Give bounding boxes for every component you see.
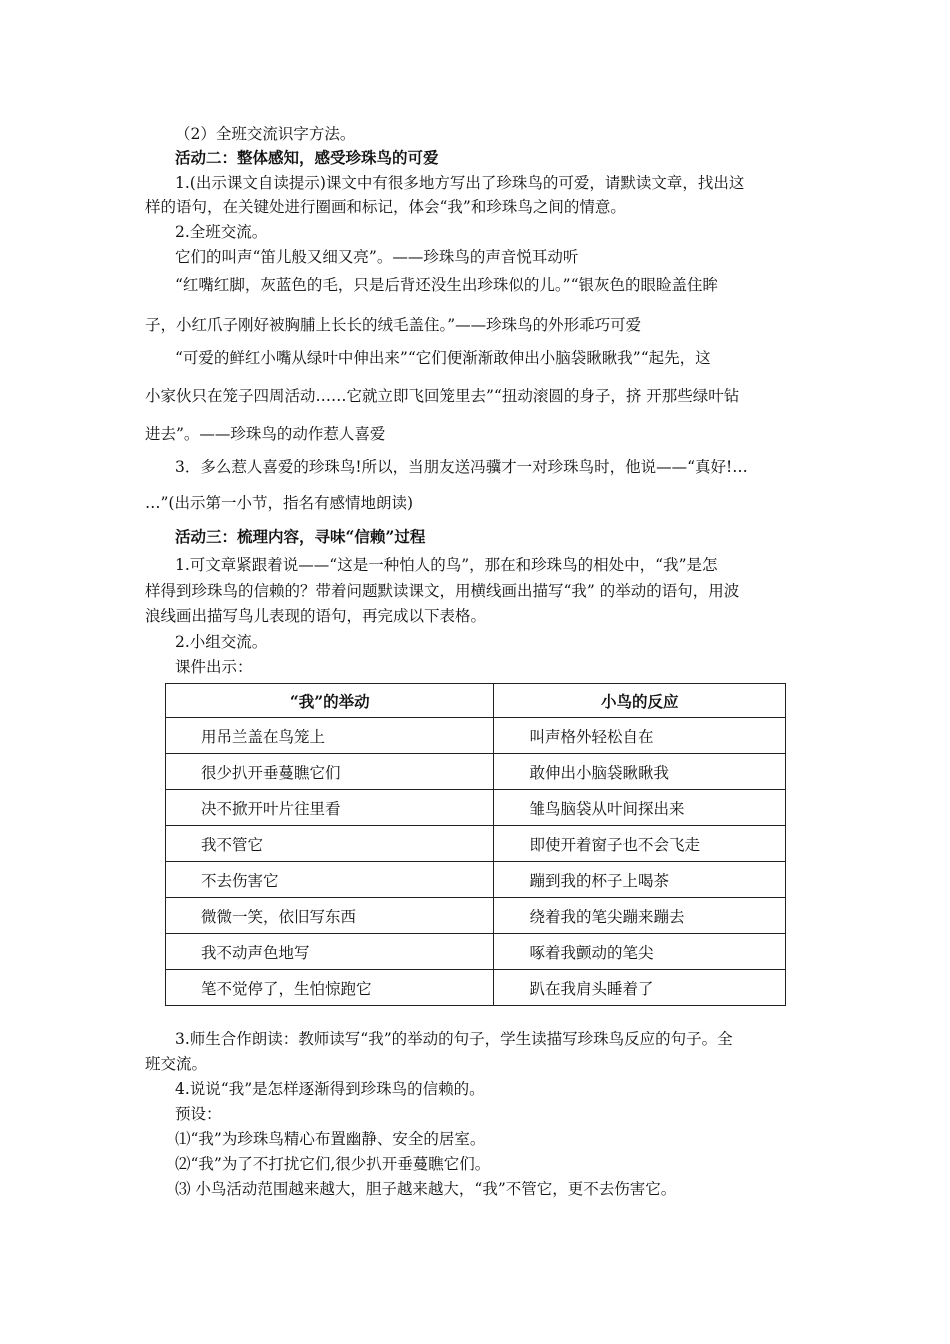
table-header-cell: “我”的举动 (166, 684, 494, 718)
paragraph-line: 4.说说“我”是怎样逐渐得到珍珠鸟的信赖的。 (175, 1080, 485, 1098)
table-row (166, 934, 786, 970)
table-cell: 很少扒开垂蔓瞧它们 (166, 754, 494, 790)
paragraph-line: 3.师生合作朗读：教师读写“我”的举动的句子，学生读描写珍珠鸟反应的句子。全 (175, 1030, 733, 1048)
paragraph-line: “可爱的鲜红小嘴从绿叶中伸出来”“它们便渐渐敢伸出小脑袋瞅瞅我”“起先，这 (175, 349, 711, 367)
paragraph-line: 2.全班交流。 (175, 223, 268, 241)
paragraph-line: 小家伙只在笼子四周活动……它就立即飞回笼里去”“扭动滚圆的身子，挤 开那些绿叶钻 (145, 387, 740, 405)
paragraph-line: 1.(出示课文自读提示)课文中有很多地方写出了珍珠鸟的可爱，请默读文章，找出这 (175, 174, 745, 192)
paragraph-line: 子，小红爪子刚好被胸脯上长长的绒毛盖住。”——珍珠鸟的外形乖巧可爱 (145, 316, 642, 334)
paragraph-line: ⑶ 小鸟活动范围越来越大，胆子越来越大，“我”不管它，更不去伤害它。 (175, 1180, 677, 1198)
table-cell: 趴在我肩头睡着了 (494, 970, 786, 1006)
table-row (166, 970, 786, 1006)
paragraph-line: 课件出示： (175, 658, 253, 676)
table-header-row (166, 684, 786, 718)
table-cell: 即使开着窗子也不会飞走 (494, 826, 786, 862)
table-cell: 敢伸出小脑袋瞅瞅我 (494, 754, 786, 790)
table-header-cell: 小鸟的反应 (494, 684, 786, 718)
table-cell: 蹦到我的杯子上喝茶 (494, 862, 786, 898)
table-cell: 我不动声色地写 (166, 934, 494, 970)
table-row (166, 862, 786, 898)
paragraph-line: 样得到珍珠鸟的信赖的？带着问题默读课文，用横线画出描写“我” 的举动的语句，用波 (145, 582, 740, 600)
paragraph-line: ⑴“我”为珍珠鸟精心布置幽静、安全的居室。 (175, 1130, 486, 1148)
paragraph-line: 1.可文章紧跟着说——“这是一种怕人的鸟”，那在和珍珠鸟的相处中，“我”是怎 (175, 556, 718, 574)
paragraph-line: 浪线画出描写鸟儿表现的语句，再完成以下表格。 (145, 607, 487, 625)
table-row (166, 826, 786, 862)
paragraph-line: “红嘴红脚，灰蓝色的毛，只是后背还没生出珍珠似的儿。”“银灰色的眼睑盖住眸 (175, 276, 719, 294)
paragraph-line: 2.小组交流。 (175, 633, 268, 651)
table-row (166, 790, 786, 826)
paragraph-line: 3．多么惹人喜爱的珍珠鸟!所以，当朋友送冯骥才一对珍珠鸟时，他说——“真好!… (175, 458, 748, 476)
paragraph-line: 进去”。——珍珠鸟的动作惹人喜爱 (145, 425, 386, 443)
table-cell: 叫声格外轻松自在 (494, 718, 786, 754)
paragraph-line: 样的语句，在关键处进行圈画和标记，体会“我”和珍珠鸟之间的情意。 (145, 198, 626, 216)
table-cell: 笔不觉停了，生怕惊跑它 (166, 970, 494, 1006)
section-heading: 活动三：梳理内容，寻味“信赖”过程 (175, 527, 426, 546)
paragraph-line: 它们的叫声“笛儿般又细又亮”。——珍珠鸟的声音悦耳动听 (175, 248, 579, 266)
table-row (166, 718, 786, 754)
table-cell: 绕着我的笔尖蹦来蹦去 (494, 898, 786, 934)
table-cell: 不去伤害它 (166, 862, 494, 898)
table-cell: 微微一笑，依旧写东西 (166, 898, 494, 934)
section-heading: 活动二：整体感知，感受珍珠鸟的可爱 (175, 148, 439, 167)
comparison-table (165, 683, 786, 1006)
table-cell: 啄着我颤动的笔尖 (494, 934, 786, 970)
paragraph-line: （2）全班交流识字方法。 (175, 125, 356, 143)
paragraph-line: 预设： (175, 1105, 222, 1123)
table-row (166, 898, 786, 934)
table-cell: 我不管它 (166, 826, 494, 862)
table-cell: 用吊兰盖在鸟笼上 (166, 718, 494, 754)
table-row (166, 754, 786, 790)
paragraph-line: ⑵“我”为了不打扰它们,很少扒开垂蔓瞧它们。 (175, 1155, 491, 1173)
paragraph-line: …”(出示第一小节，指名有感情地朗读) (145, 494, 414, 512)
table-cell: 雏鸟脑袋从叶间探出来 (494, 790, 786, 826)
table-cell: 决不掀开叶片往里看 (166, 790, 494, 826)
paragraph-line: 班交流。 (145, 1055, 208, 1073)
